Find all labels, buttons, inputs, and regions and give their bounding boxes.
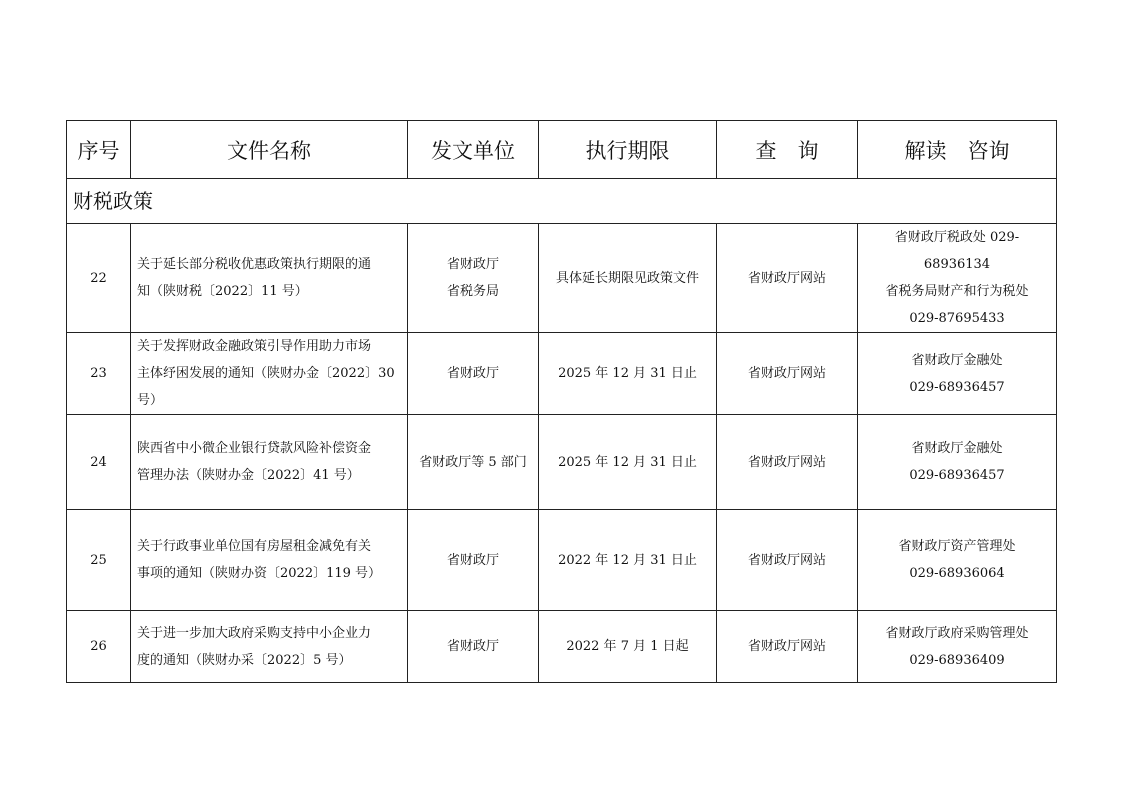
- name-line: 事项的通知（陕财办资〔2022〕119 号）: [137, 566, 382, 581]
- row-consult: [858, 510, 1057, 611]
- row-query: 省财政厅网站: [717, 224, 858, 333]
- row-name: [131, 224, 408, 333]
- row-period: 2025 年 12 月 31 日止: [539, 415, 717, 510]
- row-period: 2022 年 12 月 31 日止: [539, 510, 717, 611]
- table-row: [67, 611, 1057, 683]
- table-row: [67, 415, 1057, 510]
- name-line: 主体纾困发展的通知（陕财办金〔2022〕30: [137, 366, 395, 381]
- header-consult: 解读 咨询: [858, 121, 1057, 179]
- consult-line: 029-68936409: [909, 652, 1005, 668]
- row-period: 2022 年 7 月 1 日起: [539, 611, 717, 683]
- name-line: 关于发挥财政金融政策引导作用助力市场: [137, 339, 372, 354]
- section-title: 财税政策: [67, 179, 1057, 224]
- row-no: 26: [67, 611, 131, 683]
- row-consult: [858, 415, 1057, 510]
- header-name: 文件名称: [131, 121, 408, 179]
- table-row: [67, 224, 1057, 333]
- row-query: 省财政厅网站: [717, 333, 858, 415]
- consult-line: 省财政厅金融处: [911, 352, 1003, 368]
- name-line: 号）: [137, 393, 164, 408]
- row-name: [131, 333, 408, 415]
- row-query: 省财政厅网站: [717, 510, 858, 611]
- name-line: 度的通知（陕财办采〔2022〕5 号）: [137, 652, 352, 668]
- row-unit: [408, 224, 539, 333]
- row-no: 25: [67, 510, 131, 611]
- consult-line: 029-68936457: [909, 468, 1005, 483]
- consult-line: 029-87695433: [909, 311, 1005, 326]
- row-unit: 省财政厅: [408, 333, 539, 415]
- row-name: [131, 611, 408, 683]
- header-query: 查 询: [717, 121, 858, 179]
- row-consult: [858, 224, 1057, 333]
- row-unit: 省财政厅: [408, 510, 539, 611]
- name-line: 管理办法（陕财办金〔2022〕41 号）: [137, 468, 360, 483]
- row-unit: 省财政厅等 5 部门: [408, 415, 539, 510]
- consult-line: 省财政厅金融处: [911, 441, 1003, 456]
- row-query: 省财政厅网站: [717, 415, 858, 510]
- table-row: [67, 333, 1057, 415]
- header-row: [67, 121, 1057, 179]
- row-no: 22: [67, 224, 131, 333]
- name-line: 关于行政事业单位国有房屋租金减免有关: [137, 539, 372, 554]
- consult-line: 省税务局财产和行为税处: [885, 284, 1029, 299]
- consult-line: 省财政厅税政处 029-68936134: [894, 230, 1020, 272]
- header-no: 序号: [67, 121, 131, 179]
- row-unit: 省财政厅: [408, 611, 539, 683]
- consult-line: 029-68936457: [909, 379, 1005, 395]
- row-query: 省财政厅网站: [717, 611, 858, 683]
- unit-line: 省税务局: [446, 284, 499, 299]
- row-period: 2025 年 12 月 31 日止: [539, 333, 717, 415]
- row-name: [131, 510, 408, 611]
- policy-table: [66, 120, 1057, 683]
- unit-line: 省财政厅: [446, 257, 499, 272]
- header-period: 执行期限: [539, 121, 717, 179]
- table-row: [67, 510, 1057, 611]
- row-consult: [858, 333, 1057, 415]
- consult-line: 省财政厅政府采购管理处: [885, 625, 1029, 641]
- section-row: [67, 179, 1057, 224]
- row-no: 24: [67, 415, 131, 510]
- name-line: 知（陕财税〔2022〕11 号）: [137, 284, 308, 299]
- name-line: 关于进一步加大政府采购支持中小企业力: [137, 625, 372, 641]
- row-no: 23: [67, 333, 131, 415]
- name-line: 陕西省中小微企业银行贷款风险补偿资金: [137, 441, 372, 456]
- name-line: 关于延长部分税收优惠政策执行期限的通: [137, 257, 372, 272]
- row-name: [131, 415, 408, 510]
- row-period: 具体延长期限见政策文件: [539, 224, 717, 333]
- consult-line: 省财政厅资产管理处: [898, 539, 1016, 554]
- consult-line: 029-68936064: [909, 566, 1005, 581]
- row-consult: [858, 611, 1057, 683]
- header-unit: 发文单位: [408, 121, 539, 179]
